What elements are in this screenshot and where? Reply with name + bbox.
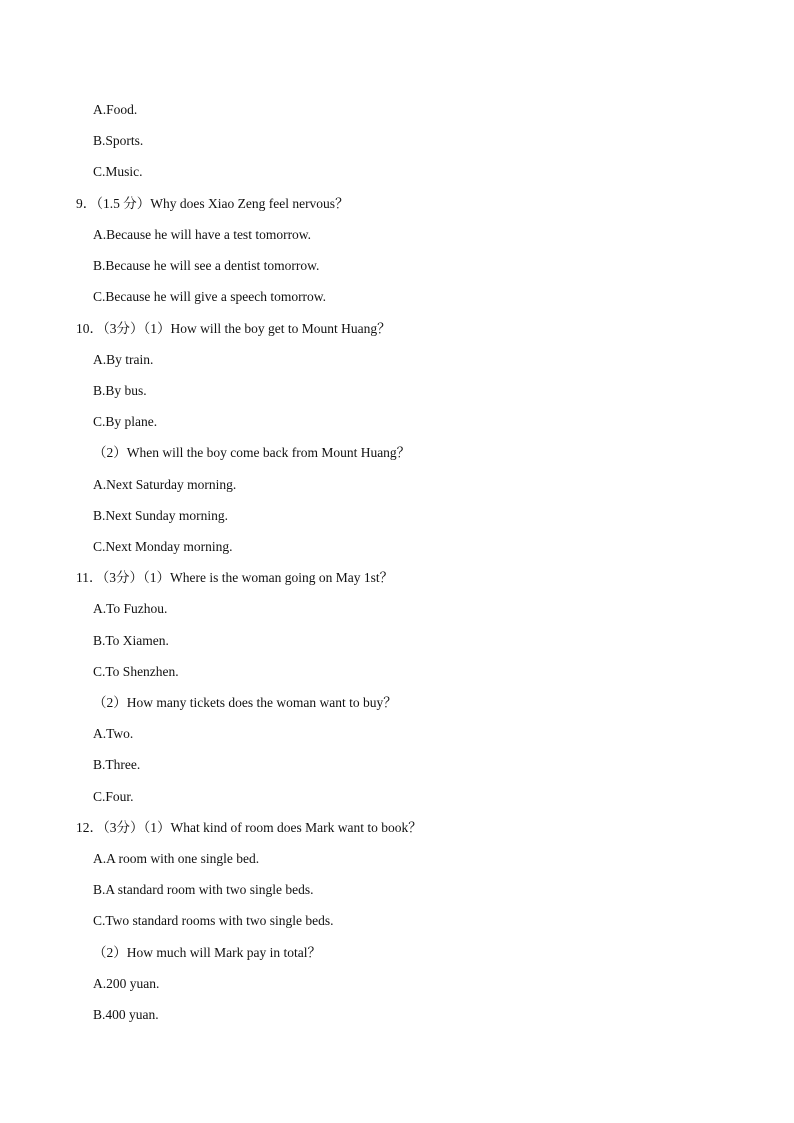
q11-1-option-b: B.To Xiamen. [93,633,169,648]
q12-sub-question-2: （2）How much will Mark pay in total？ [93,945,321,960]
q9-option-c: C.Because he will give a speech tomorrow. [93,289,327,304]
q11-sub-question-2: （2）How many tickets does the woman want to buy？ [93,695,397,710]
q10-2-option-a: A.Next Saturday morning. [93,477,237,492]
q12-1-option-a: A.A room with one single bed. [93,851,260,866]
q8-option-c: C.Music. [93,164,143,179]
q10-1-option-a: A.By train. [93,352,154,367]
q11-2-option-a: A.Two. [93,726,134,741]
q11-1-option-c: C.To Shenzhen. [93,664,179,679]
q8-option-a: A.Food. [93,102,138,117]
q9-option-b: B.Because he will see a dentist tomorrow. [93,258,320,273]
q11-2-option-b: B.Three. [93,757,141,772]
q10-question: 10．（3分）（1）How will the boy get to Mount Huang？ [76,321,391,336]
q8-option-b: B.Sports. [93,133,144,148]
q9-question: 9．（1.5 分）Why does Xiao Zeng feel nervous？ [76,196,349,211]
q12-1-option-b: B.A standard room with two single beds. [93,882,314,897]
q12-2-option-b: B.400 yuan. [93,1007,159,1022]
q11-question: 11．（3分）（1）Where is the woman going on May 1st？ [76,570,394,585]
q12-2-option-a: A.200 yuan. [93,976,160,991]
q11-1-option-a: A.To Fuzhou. [93,601,168,616]
q12-1-option-c: C.Two standard rooms with two single beds. [93,913,334,928]
q10-sub-question-2: （2）When will the boy come back from Mount Huang？ [93,445,411,460]
q12-question: 12．（3分）（1）What kind of room does Mark want to book？ [76,820,422,835]
q10-1-option-b: B.By bus. [93,383,147,398]
q10-2-option-b: B.Next Sunday morning. [93,508,228,523]
q9-option-a: A.Because he will have a test tomorrow. [93,227,312,242]
q10-1-option-c: C.By plane. [93,414,158,429]
q11-2-option-c: C.Four. [93,789,134,804]
q10-2-option-c: C.Next Monday morning. [93,539,233,554]
